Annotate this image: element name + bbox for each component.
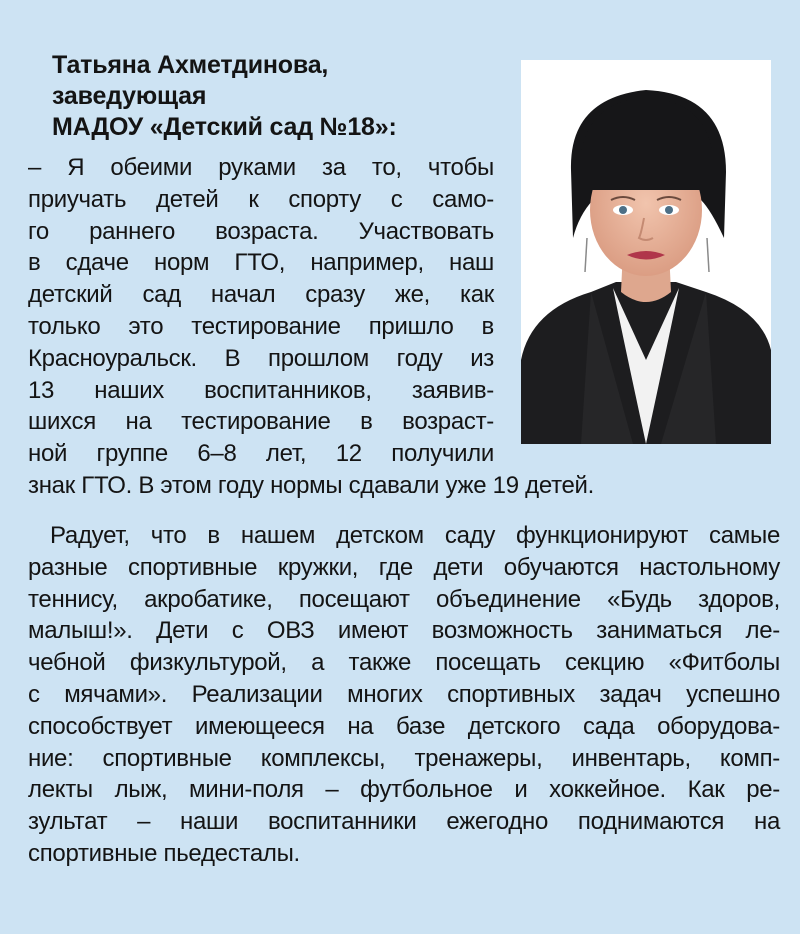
speaker-header	[52, 50, 492, 143]
text-line: Красноуральск. В прошлом году из	[28, 344, 494, 372]
text-line: лекты лыж, мини-поля – футбольное и хоккейное. Как ре-	[28, 776, 780, 804]
text-line: шихся на тестирование в возраст-	[28, 408, 494, 436]
portrait-icon	[521, 60, 771, 444]
speaker-position: заведующая	[52, 82, 207, 110]
speaker-organization: МАДОУ «Детский сад №18»:	[52, 113, 397, 141]
text-line: ние: спортивные комплексы, тренажеры, инвентарь, комп-	[28, 744, 780, 772]
text-line: – Я обеими руками за то, чтобы	[28, 154, 494, 181]
text-line: зультат – наши воспитанники ежегодно поднимаются на	[28, 808, 780, 836]
text-line: только это тестирование пришло в	[28, 312, 494, 340]
text-line: 13 наших воспитанников, заявив-	[28, 376, 494, 404]
quote-paragraph-2	[28, 520, 780, 870]
text-line: способствует имеющееся на базе детского сада оборудова-	[28, 712, 780, 740]
text-line: го раннего возраста. Участвовать	[28, 217, 494, 245]
text-line: спортивные пьедесталы.	[28, 839, 300, 867]
text-line: ной группе 6–8 лет, 12 получили	[28, 440, 494, 468]
text-line: детский сад начал сразу же, как	[28, 281, 494, 309]
text-line: в сдаче норм ГТО, например, наш	[28, 249, 494, 277]
text-line: теннису, акробатике, посещают объединение «Будь здоров,	[28, 585, 780, 613]
text-line: приучать детей к спорту с само-	[28, 185, 494, 213]
text-line: малыш!». Дети с ОВЗ имеют возможность заниматься ле-	[28, 617, 780, 645]
text-line: с мячами». Реализации многих спортивных задач успешно	[28, 680, 780, 708]
text-line: Радует, что в нашем детском саду функционируют самые	[50, 522, 780, 549]
speaker-name: Татьяна Ахметдинова,	[52, 51, 329, 79]
portrait-photo	[521, 60, 771, 444]
text-line: чебной физкультурой, а также посещать секцию «Фитболы	[28, 649, 780, 677]
quote-paragraph-1	[28, 152, 494, 470]
text-line: знак ГТО. В этом году нормы сдавали уже 19 детей.	[28, 472, 595, 499]
quote-paragraph-1-end	[28, 470, 696, 502]
text-line: разные спортивные кружки, где дети обучаются настольному	[28, 553, 780, 581]
